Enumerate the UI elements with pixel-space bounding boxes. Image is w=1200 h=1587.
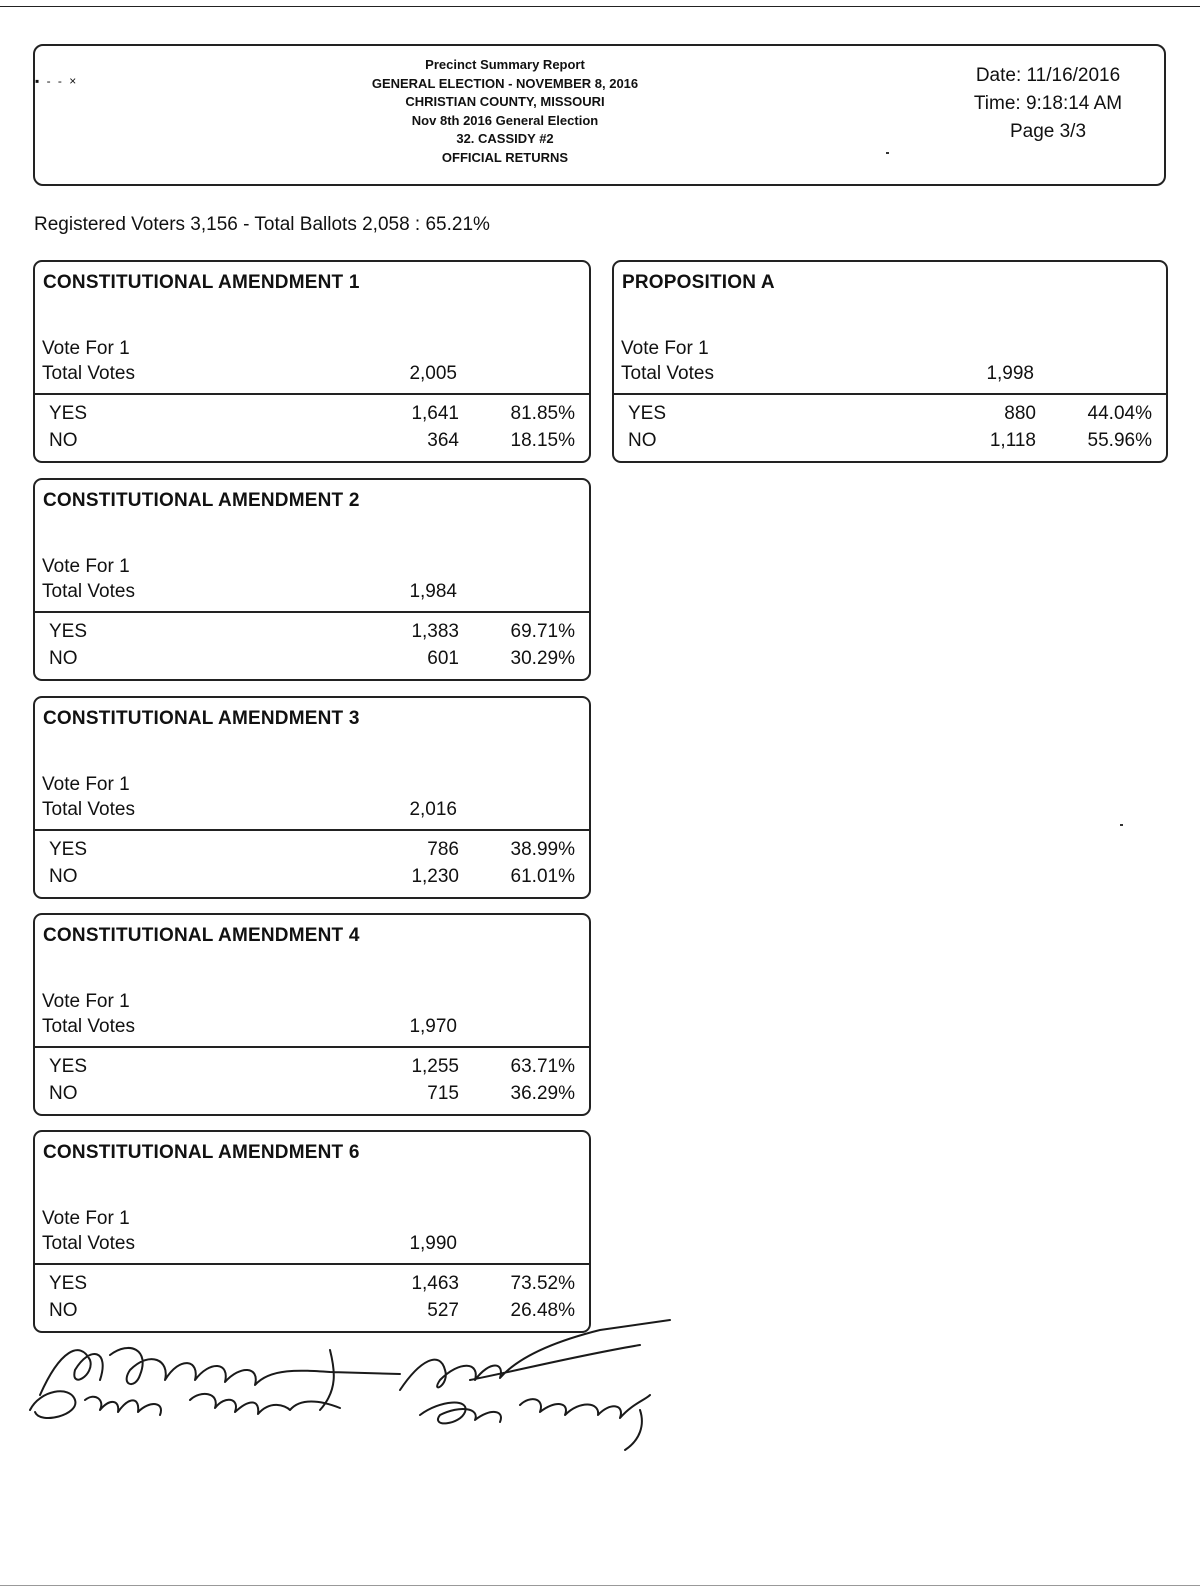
- total-votes-value: 2,016: [409, 799, 457, 820]
- choice-percent: 61.01%: [510, 866, 575, 887]
- scan-speck: [1120, 824, 1123, 826]
- total-votes-value: 1,990: [409, 1233, 457, 1254]
- choice-percent: 63.71%: [510, 1056, 575, 1077]
- top-rule: [0, 6, 1200, 7]
- choice-votes: 786: [427, 839, 459, 860]
- contest-divider: [35, 393, 589, 395]
- total-votes-label: Total Votes: [621, 363, 714, 384]
- election-name: Nov 8th 2016 General Election: [411, 112, 599, 128]
- contest-proposition-a: [612, 260, 1168, 463]
- choice-percent: 55.96%: [1087, 430, 1152, 451]
- total-votes-label: Total Votes: [42, 581, 135, 602]
- total-votes-value: 1,970: [409, 1016, 457, 1037]
- total-votes-label: Total Votes: [42, 799, 135, 820]
- contest-title: CONSTITUTIONAL AMENDMENT 2: [43, 490, 360, 511]
- result-row: [35, 430, 589, 457]
- result-row: [35, 403, 589, 430]
- choice-label: NO: [49, 430, 78, 451]
- report-status: OFFICIAL RETURNS: [441, 149, 569, 165]
- page-number: Page 3/3: [1009, 121, 1087, 142]
- vote-for-label: Vote For 1: [621, 338, 709, 359]
- choice-label: YES: [49, 1273, 88, 1294]
- contest-divider: [35, 1046, 589, 1048]
- contest-title: CONSTITUTIONAL AMENDMENT 6: [43, 1142, 360, 1163]
- contest-amendment-1: [33, 260, 591, 463]
- report-time: Time: 9:18:14 AM: [973, 93, 1123, 114]
- total-votes-value: 1,998: [986, 363, 1034, 384]
- choice-votes: 1,463: [411, 1273, 459, 1294]
- contest-title: CONSTITUTIONAL AMENDMENT 4: [43, 925, 360, 946]
- scan-speck: [886, 152, 889, 154]
- vote-for-label: Vote For 1: [42, 556, 130, 577]
- choice-label: NO: [49, 866, 78, 887]
- choice-label: NO: [49, 1083, 78, 1104]
- result-row: [614, 430, 1166, 457]
- signature-4: [420, 1395, 650, 1450]
- registration-summary: Registered Voters 3,156 - Total Ballots 2,058 : 65.21%: [34, 214, 490, 235]
- choice-percent: 44.04%: [1087, 403, 1152, 424]
- result-row: [614, 403, 1166, 430]
- vote-for-label: Vote For 1: [42, 1208, 130, 1229]
- contest-divider: [35, 829, 589, 831]
- signature-2: [30, 1391, 340, 1418]
- total-votes-label: Total Votes: [42, 1233, 135, 1254]
- choice-votes: 601: [427, 648, 459, 669]
- choice-percent: 73.52%: [510, 1273, 575, 1294]
- choice-percent: 30.29%: [510, 648, 575, 669]
- result-row: [35, 1273, 589, 1300]
- total-votes-value: 1,984: [409, 581, 457, 602]
- contest-amendment-4: [33, 913, 591, 1116]
- header-meta: [938, 62, 1158, 146]
- choice-label: YES: [49, 621, 88, 642]
- signature-1: [40, 1348, 400, 1410]
- signature-3: [400, 1320, 670, 1390]
- report-title: Precinct Summary Report: [425, 57, 585, 72]
- choice-label: YES: [628, 403, 667, 424]
- vote-for-label: Vote For 1: [42, 991, 130, 1012]
- total-votes-label: Total Votes: [42, 1016, 135, 1037]
- choice-label: YES: [49, 1056, 88, 1077]
- result-row: [35, 648, 589, 675]
- contest-amendment-3: [33, 696, 591, 899]
- report-date: Date: 11/16/2016: [975, 65, 1121, 86]
- result-row: [35, 1083, 589, 1110]
- total-votes-label: Total Votes: [42, 363, 135, 384]
- result-row: [35, 621, 589, 648]
- choice-votes: 1,383: [411, 621, 459, 642]
- choice-votes: 364: [427, 430, 459, 451]
- signatures-area: [0, 1300, 700, 1460]
- header-center-block: [285, 56, 725, 167]
- choice-votes: 527: [427, 1300, 459, 1321]
- bottom-edge: [0, 1585, 1200, 1586]
- choice-percent: 26.48%: [510, 1300, 575, 1321]
- choice-percent: 69.71%: [510, 621, 575, 642]
- choice-votes: 1,230: [411, 866, 459, 887]
- report-header: [33, 44, 1166, 186]
- scan-marks: ▪ ‐ ‐ ×: [35, 74, 79, 88]
- choice-label: YES: [49, 403, 88, 424]
- result-row: [35, 839, 589, 866]
- result-row: [35, 1056, 589, 1083]
- choice-percent: 81.85%: [510, 403, 575, 424]
- contest-title: CONSTITUTIONAL AMENDMENT 1: [43, 272, 360, 293]
- county-name: CHRISTIAN COUNTY, MISSOURI: [405, 94, 605, 109]
- choice-percent: 18.15%: [510, 430, 575, 451]
- choice-label: YES: [49, 839, 88, 860]
- choice-percent: 36.29%: [510, 1083, 575, 1104]
- contest-divider: [35, 611, 589, 613]
- contest-divider: [35, 1263, 589, 1265]
- choice-label: NO: [49, 648, 78, 669]
- choice-percent: 38.99%: [510, 839, 575, 860]
- precinct-name: 32. CASSIDY #2: [456, 131, 554, 146]
- result-row: [35, 866, 589, 893]
- choice-label: NO: [49, 1300, 78, 1321]
- choice-label: NO: [628, 430, 657, 451]
- contest-amendment-2: [33, 478, 591, 681]
- election-title: GENERAL ELECTION - NOVEMBER 8, 2016: [371, 75, 639, 91]
- choice-votes: 715: [427, 1083, 459, 1104]
- total-votes-value: 2,005: [409, 363, 457, 384]
- vote-for-label: Vote For 1: [42, 774, 130, 795]
- contest-title: CONSTITUTIONAL AMENDMENT 3: [43, 708, 360, 729]
- contest-title: PROPOSITION A: [622, 272, 775, 293]
- choice-votes: 1,118: [989, 430, 1036, 451]
- vote-for-label: Vote For 1: [42, 338, 130, 359]
- contest-divider: [614, 393, 1166, 395]
- choice-votes: 1,641: [411, 403, 459, 424]
- choice-votes: 880: [1004, 403, 1036, 424]
- choice-votes: 1,255: [411, 1056, 459, 1077]
